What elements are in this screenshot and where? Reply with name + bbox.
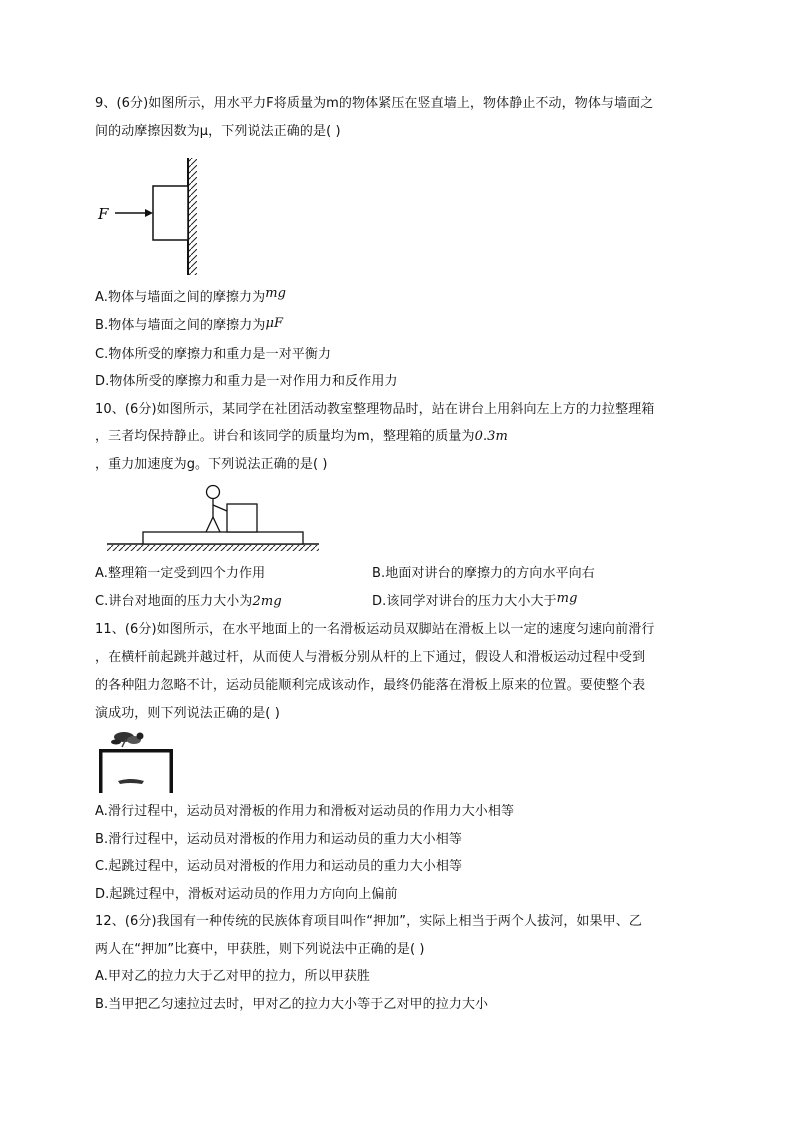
q10-stem-line-2: ，三者均保持静止。讲台和该同学的质量均为m，整理箱的质量为0.3m	[95, 429, 508, 444]
q12-option-b: B.当甲把乙匀速拉过去时，甲对乙的拉力大小等于乙对甲的拉力大小	[95, 997, 489, 1012]
right-post	[170, 749, 174, 793]
q9-option-c: C.物体所受的摩擦力和重力是一对平衡力	[95, 347, 332, 362]
q10-option-d: D.该同学对讲台的压力大小大于mg	[372, 591, 578, 609]
q11-stem-line-2: ，在横杆前起跳并越过杆，从而使人与滑板分别从杆的上下通过，假设人和滑板运动过程中受到	[95, 650, 646, 665]
q11-stem-line-1: 11、(6分)如图所示，在水平地面上的一名滑板运动员双脚站在滑板上以一定的速度匀速向前滑行	[95, 622, 655, 637]
platform-rect	[143, 532, 303, 544]
q10-figure	[105, 481, 325, 553]
q12-stem-line-2: 两人在“押加”比赛中，甲获胜，则下列说法中正确的是( )	[95, 942, 425, 957]
left-post	[99, 749, 103, 793]
q11-option-a: A.滑行过程中，运动员对滑板的作用力和滑板对运动员的作用力大小相等	[95, 804, 515, 819]
q10-option-c: C.讲台对地面的压力大小为2mg	[95, 594, 282, 609]
q9-stem-line-2: 间的动摩擦因数为μ，下列说法正确的是( )	[95, 124, 341, 139]
person-leg-right	[213, 517, 220, 532]
q9-figure	[95, 153, 215, 278]
q11-stem-line-3: 的各种阻力忽略不计，运动员能顺利完成该动作，最终仍能落在滑板上原来的位置。要使整个表	[95, 678, 646, 693]
person-arm	[213, 505, 227, 511]
q10-stem-line-3: ，重力加速度为g。下列说法正确的是( )	[95, 457, 328, 472]
q12-option-a: A.甲对乙的拉力大于乙对甲的拉力，所以甲获胜	[95, 969, 370, 984]
q11-option-c: C.起跳过程中，运动员对滑板的作用力和运动员的重力大小相等	[95, 859, 463, 874]
q11-stem-line-4: 演成功，则下列说法正确的是( )	[95, 706, 280, 721]
ground-hatch	[107, 545, 319, 551]
q11-figure	[96, 727, 178, 795]
q10-option-b: B.地面对讲台的摩擦力的方向水平向右	[372, 566, 595, 581]
person-leg-left	[206, 517, 213, 532]
person-head	[207, 486, 220, 499]
q10-stem-line-1: 10、(6分)如图所示，某同学在社团活动教室整理物品时，站在讲台上用斜向左上方的力拉整理箱	[95, 402, 655, 417]
q10-option-a: A.整理箱一定受到四个力作用	[95, 566, 266, 581]
crossbar	[99, 749, 173, 753]
q9-option-d: D.物体所受的摩擦力和重力是一对作用力和反作用力	[95, 374, 398, 389]
q12-stem-line-1: 12、(6分)我国有一种传统的民族体育项目叫作“押加”，实际上相当于两个人拔河，如果甲、乙	[95, 914, 642, 929]
q11-option-d: D.起跳过程中，滑板对运动员的作用力方向向上偏前	[95, 887, 398, 902]
q9-stem-line-1: 9、(6分)如图所示，用水平力F将质量为m的物体紧压在竖直墙上，物体静止不动，物体与墙面之	[95, 96, 654, 111]
force-arrow-head	[145, 209, 153, 217]
box-rect	[227, 504, 257, 532]
skater-figure	[111, 732, 144, 747]
q9-option-b: B.物体与墙面之间的摩擦力为μF	[95, 316, 284, 333]
q9-option-a: A.物体与墙面之间的摩擦力为mg	[95, 286, 287, 305]
wall-hatch	[189, 158, 197, 275]
skateboard	[118, 779, 144, 784]
block-rect	[153, 186, 188, 240]
q11-option-b: B.滑行过程中，运动员对滑板的作用力和运动员的重力大小相等	[95, 832, 462, 847]
force-label: F	[98, 205, 109, 223]
